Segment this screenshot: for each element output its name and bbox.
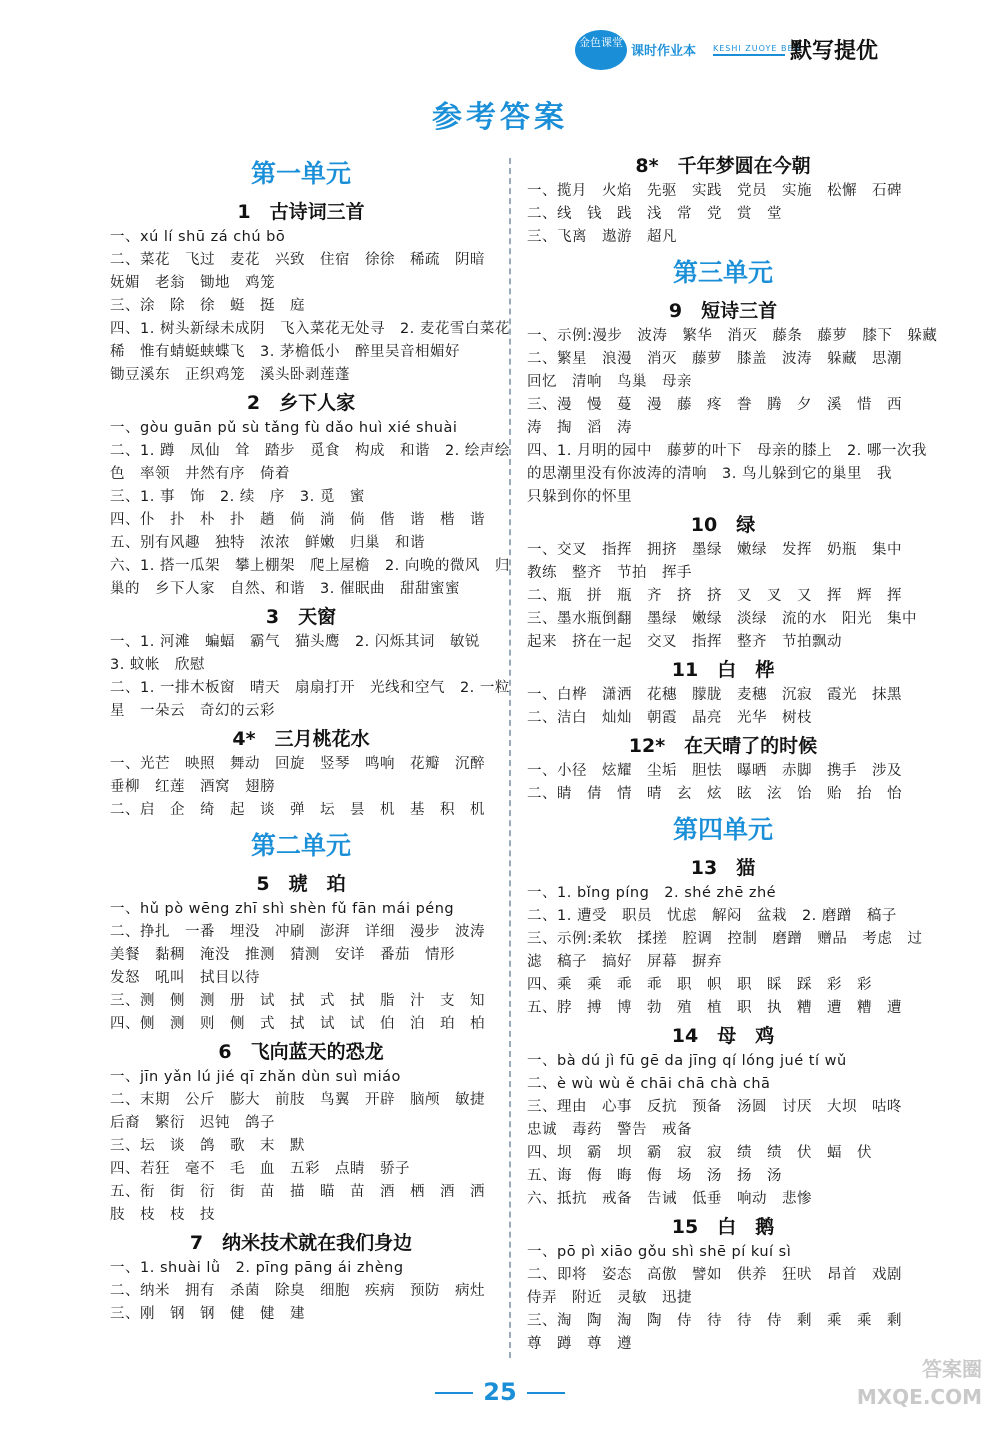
- answer-line: 三、测 侧 测 册 试 拭 式 拭 脂 汁 支 知: [110, 993, 485, 1009]
- answer-line: 三、涂 除 徐 蜓 挺 庭: [110, 298, 305, 314]
- answer-line: 肢 枝 枝 技: [110, 1207, 215, 1223]
- answer-line: 滤 稿子 搞好 屏幕 摒弃: [527, 954, 722, 970]
- answer-line: 六、1. 搭一瓜架 攀上棚架 爬上屋檐 2. 向晚的微风 归: [110, 558, 510, 574]
- answer-line: 后裔 繁衍 迟钝 鸽子: [110, 1115, 275, 1131]
- answer-line: 三、坛 谈 鸽 歌 末 默: [110, 1138, 305, 1154]
- answer-line: 一、1. bǐng píng 2. shé zhē zhé: [527, 885, 777, 901]
- answer-line: 起来 挤在一起 交叉 指挥 整齐 节拍飘动: [527, 634, 842, 650]
- answer-line: 三、飞离 遨游 超凡: [527, 229, 677, 245]
- page-number: 25: [483, 1378, 517, 1406]
- answer-line: 色 率领 井然有序 倚着: [110, 466, 290, 482]
- answer-line: 五、别有风趣 独特 浓浓 鲜嫩 归巢 和谐: [110, 535, 425, 551]
- unit-heading: 第四单元: [672, 815, 773, 844]
- answer-line: 三、理由 心事 反抗 预备 汤圆 讨厌 大坝 咕咚: [527, 1099, 902, 1115]
- answer-line: 五、脖 搏 博 勃 殖 植 职 执 糟 遭 糟 遭: [527, 1000, 902, 1016]
- answer-line: 四、坝 霸 坝 霸 寂 寂 绩 绩 伏 蝠 伏: [527, 1145, 872, 1161]
- book-title: 默写提优: [790, 39, 879, 64]
- lesson-title: 3 天窗: [265, 606, 337, 628]
- lesson-title: 2 乡下人家: [246, 392, 356, 414]
- watermark-logo: [832, 1355, 982, 1425]
- answer-line: 三、淘 陶 淘 陶 侍 待 待 侍 剩 乘 乘 剩: [527, 1313, 902, 1329]
- lesson-title: 8* 千年梦圆在今朝: [635, 155, 811, 177]
- answer-line: 二、菜花 飞过 麦花 兴致 住宿 徐徐 稀疏 阴暗: [110, 252, 485, 268]
- answer-line: 二、洁白 灿灿 朝霞 晶亮 光华 树枝: [527, 710, 812, 726]
- answer-line: 三、示例:柔软 揉搓 腔调 控制 磨蹭 赠品 考虑 过: [527, 931, 923, 947]
- answer-line: 五、诲 侮 晦 侮 场 汤 扬 汤: [527, 1168, 782, 1184]
- answer-line: 美餐 黏稠 淹没 推测 猜测 安详 番茄 情形: [110, 947, 455, 963]
- answer-line: 二、1. 蹲 凤仙 耸 踏步 觅食 构成 和谐 2. 绘声绘: [110, 443, 510, 459]
- answer-line: 一、jīn yǎn lú jié qī zhǎn dùn suì miáo: [110, 1069, 401, 1085]
- answer-line: 一、白桦 潇洒 花穗 朦胧 麦穗 沉寂 霞光 抹黑: [527, 687, 902, 703]
- brand-logo-circle: 金色课堂: [575, 30, 627, 70]
- answer-line: 四、若狂 毫不 毛 血 五彩 点睛 骄子: [110, 1161, 410, 1177]
- answer-line: 的思潮里没有你波涛的清响 3. 鸟儿躲到它的巢里 我: [527, 466, 892, 482]
- answer-line: 一、pō pì xiāo gǒu shì shē pí kuí sì: [527, 1244, 792, 1260]
- answer-line: 一、xú lí shū zá chú bō: [110, 229, 286, 245]
- lesson-title: 13 猫: [690, 857, 756, 879]
- answer-line: 一、bà dú jì fū gē da jīng qí lóng jué tí wǔ: [527, 1053, 847, 1069]
- answer-line: 3. 蚊帐 欣慰: [110, 657, 205, 673]
- answer-line: 二、即将 姿态 高傲 譬如 供养 狂吠 昂首 戏剧: [527, 1267, 902, 1283]
- answer-line: 星 一朵云 奇幻的云彩: [110, 703, 275, 719]
- answer-line: 忠诚 毒药 警告 戒备: [527, 1122, 692, 1138]
- answer-line: 一、小径 炫耀 尘垢 胆怯 曝晒 赤脚 携手 涉及: [527, 763, 902, 779]
- answer-line: 二、è wù wù ě chāi chā chà chā: [527, 1076, 771, 1092]
- brand-series-name: 课时作业本: [631, 44, 697, 59]
- lesson-title: 1 古诗词三首: [237, 201, 365, 223]
- lesson-title: 15 白 鹅: [671, 1216, 775, 1238]
- answer-line: 四、1. 树头新绿未成阴 飞入菜花无处寻 2. 麦花雪白菜花: [110, 321, 510, 337]
- lesson-title: 4* 三月桃花水: [232, 728, 370, 750]
- answer-line: 二、睛 倩 情 晴 玄 炫 眩 泫 饴 贻 抬 怡: [527, 786, 902, 802]
- unit-heading: 第三单元: [672, 258, 773, 287]
- right-column: [527, 150, 938, 1356]
- lesson-title: 9 短诗三首: [668, 300, 778, 322]
- lesson-title: 7 纳米技术就在我们身边: [189, 1232, 413, 1254]
- answer-line: 三、刚 钢 钢 健 健 建: [110, 1306, 305, 1322]
- watermark-url: MXQE.COM: [856, 1385, 982, 1409]
- answer-line: 三、1. 事 饰 2. 续 序 3. 觅 蜜: [110, 489, 365, 505]
- page-title: 参考答案: [432, 100, 568, 135]
- answer-line: 二、纳米 拥有 杀菌 除臭 细胞 疾病 预防 病灶: [110, 1283, 485, 1299]
- lesson-title: 6 飞向蓝天的恐龙: [218, 1041, 384, 1063]
- answer-line: 二、启 企 绮 起 谈 弹 坛 昙 机 基 积 机: [110, 802, 485, 818]
- answer-line: 妩媚 老翁 锄地 鸡笼: [110, 275, 275, 291]
- column-divider: [509, 158, 511, 1358]
- answer-line: 三、漫 慢 蔓 漫 藤 疼 誊 腾 夕 溪 惜 西: [527, 397, 902, 413]
- answer-line: 只躲到你的怀里: [527, 489, 632, 505]
- answer-line: 一、揽月 火焰 先驱 实践 党员 实施 松懈 石碑: [527, 183, 902, 199]
- lesson-title: 10 绿: [690, 514, 756, 536]
- answer-line: 巢的 乡下人家 自然、和谐 3. 催眠曲 甜甜蜜蜜: [110, 581, 460, 597]
- lesson-title: 14 母 鸡: [671, 1025, 775, 1047]
- brand-header: [575, 30, 975, 70]
- answer-line: 一、1. 河滩 蝙蝠 霸气 猫头鹰 2. 闪烁其词 敏锐: [110, 634, 480, 650]
- answer-line: 一、hǔ pò wēng zhī shì shèn fǔ fān mái péng: [110, 901, 455, 917]
- answer-line: 锄豆溪东 正织鸡笼 溪头卧剥莲蓬: [110, 367, 350, 383]
- answer-line: 稀 惟有蜻蜓蛱蝶飞 3. 茅檐低小 醉里吴音相媚好: [110, 344, 460, 360]
- watermark-text: 答案圈: [922, 1357, 982, 1381]
- answer-line: 教练 整齐 节拍 挥手: [527, 565, 692, 581]
- lesson-title: 12* 在天晴了的时候: [628, 735, 818, 757]
- answer-line: 二、1. 一排木板窗 晴天 扇扇打开 光线和空气 2. 一粒: [110, 680, 510, 696]
- answer-line: 一、光芒 映照 舞动 回旋 竖琴 鸣响 花瓣 沉醉: [110, 756, 485, 772]
- answer-line: 回忆 清响 鸟巢 母亲: [527, 374, 692, 390]
- answer-line: 垂柳 红莲 酒窝 翅膀: [110, 779, 275, 795]
- answer-line: 一、示例:漫步 波涛 繁华 消灭 藤条 藤萝 膝下 躲藏: [527, 328, 938, 344]
- answer-line: 二、瓶 拼 瓶 齐 挤 挤 叉 叉 又 挥 辉 挥: [527, 588, 902, 604]
- footer-dash-left: [435, 1392, 473, 1394]
- lesson-title: 11 白 桦: [671, 659, 775, 681]
- answer-line: 二、1. 遭受 职员 忧虑 解闷 盆栽 2. 磨蹭 稿子: [527, 908, 897, 924]
- answer-line: 二、挣扎 一番 埋没 冲刷 澎湃 详细 漫步 波涛: [110, 924, 485, 940]
- lesson-title: 5 琥 珀: [256, 873, 346, 895]
- answer-line: 四、侧 测 则 侧 式 拭 试 试 伯 泊 珀 柏: [110, 1016, 485, 1032]
- answer-line: 一、交叉 指挥 拥挤 墨绿 嫩绿 发挥 奶瓶 集中: [527, 542, 902, 558]
- answer-line: 四、乘 乘 乖 乖 职 帜 职 睬 踩 彩 彩: [527, 977, 872, 993]
- answer-line: 一、1. shuài lǜ 2. pīng pāng ái zhèng: [110, 1260, 404, 1276]
- answer-line: 二、线 钱 践 浅 常 党 赏 堂: [527, 206, 782, 222]
- brand-series-pinyin: KESHI ZUOYE BEN: [713, 44, 801, 53]
- answer-line: 一、gòu guān pǔ sù tǎng fù dǎo huì xié shuài: [110, 420, 458, 436]
- answer-line: 六、抵抗 戒备 告诫 低垂 响动 悲惨: [527, 1191, 812, 1207]
- answer-line: 五、衔 街 衍 街 苗 描 瞄 苗 酒 栖 酒 洒: [110, 1184, 485, 1200]
- answer-line: 发怒 吼叫 拭目以待: [110, 970, 260, 986]
- answer-line: 四、仆 扑 朴 扑 趟 倘 淌 倘 偕 谐 楷 谐: [110, 512, 485, 528]
- answer-line: 侍弄 附近 灵敏 迅捷: [527, 1290, 692, 1306]
- answer-line: 四、1. 月明的园中 藤萝的叶下 母亲的膝上 2. 哪一次我: [527, 443, 927, 459]
- answer-line: 二、末期 公斤 膨大 前肢 鸟翼 开辟 脑颅 敏捷: [110, 1092, 485, 1108]
- footer-dash-right: [527, 1392, 565, 1394]
- answer-line: 二、繁星 浪漫 消灭 藤萝 膝盖 波涛 躲藏 思潮: [527, 351, 902, 367]
- left-column: [110, 150, 510, 1326]
- unit-heading: 第二单元: [250, 831, 351, 860]
- answer-line: 尊 蹲 尊 遵: [527, 1336, 632, 1352]
- brand-underline: [713, 54, 785, 56]
- answer-line: 三、墨水瓶倒翻 墨绿 嫩绿 淡绿 流的水 阳光 集中: [527, 611, 917, 627]
- unit-heading: 第一单元: [250, 159, 351, 188]
- answer-line: 涛 掏 滔 涛: [527, 420, 632, 436]
